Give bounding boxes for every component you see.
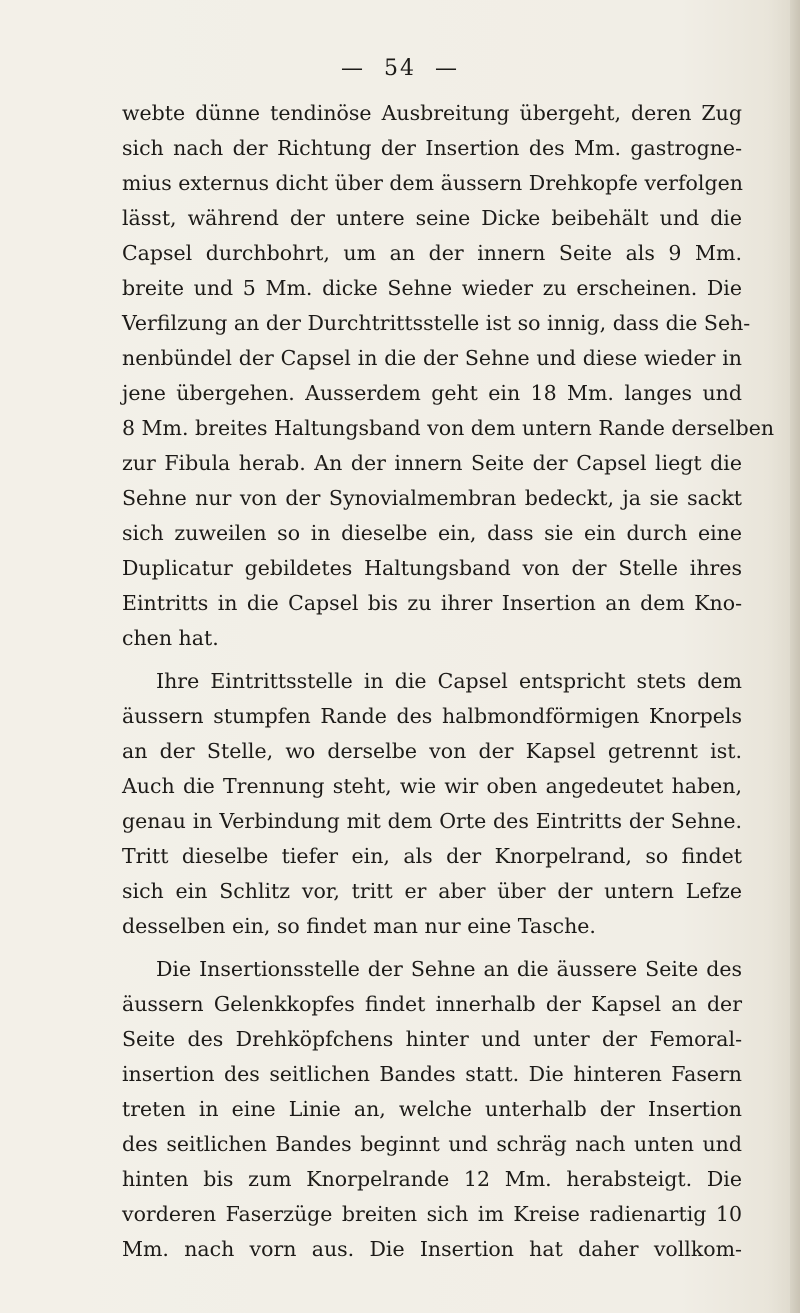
text-line: mius externus dicht über dem äussern Drehkopfe verfolgen <box>122 171 743 195</box>
text-line: an der Stelle, wo derselbe von der Kapsel getrennt ist. <box>122 739 742 763</box>
text-line: sich zuweilen so in dieselbe ein, dass sie ein durch eine <box>122 521 742 545</box>
text-line: genau in Verbindung mit dem Orte des Eintritts der Sehne. <box>122 809 742 833</box>
body-text <box>122 96 775 1267</box>
text-line: Die Insertionsstelle der Sehne an die äussere Seite des <box>156 957 742 981</box>
text-line: Sehne nur von der Synovialmembran bedeckt, ja sie sackt <box>122 486 742 510</box>
paragraph-2 <box>122 664 742 944</box>
text-line: webte dünne tendinöse Ausbreitung übergeht, deren Zug <box>122 101 742 125</box>
text-line: 8 Mm. breites Haltungsband von dem untern Rande derselben <box>122 416 775 440</box>
text-line: sich nach der Richtung der Insertion des Mm. gastrogne- <box>122 136 742 160</box>
text-line: breite und 5 Mm. dicke Sehne wieder zu erscheinen. Die <box>122 276 742 300</box>
text-line: zur Fibula herab. An der innern Seite der Capsel liegt die <box>122 451 742 475</box>
text-line: hinten bis zum Knorpelrande 12 Mm. herabsteigt. Die <box>122 1167 742 1191</box>
paragraph-3 <box>122 952 742 1267</box>
text-line: Capsel durchbohrt, um an der innern Seite als 9 Mm. <box>122 241 742 265</box>
page-edge-shadow <box>790 0 800 1313</box>
text-line: Verfilzung an der Durchtrittsstelle ist so innig, dass die Seh- <box>122 311 751 335</box>
text-line: lässt, während der untere seine Dicke beibehält und die <box>122 206 742 230</box>
text-line: des seitlichen Bandes beginnt und schräg nach unten und <box>122 1132 742 1156</box>
text-line: chen hat. <box>122 626 219 650</box>
page-number: — 54 — <box>341 56 459 81</box>
text-line: Tritt dieselbe tiefer ein, als der Knorpelrand, so findet <box>122 844 742 868</box>
text-line: Ihre Eintrittsstelle in die Capsel entspricht stets dem <box>156 669 742 693</box>
text-line: vorderen Faserzüge breiten sich im Kreise radienartig 10 <box>122 1202 742 1226</box>
text-line: Eintritts in die Capsel bis zu ihrer Insertion an dem Kno- <box>122 591 742 615</box>
text-line: äussern Gelenkkopfes findet innerhalb der Kapsel an der <box>122 992 742 1016</box>
text-line: desselben ein, so findet man nur eine Tasche. <box>122 914 596 938</box>
text-line: Seite des Drehköpfchens hinter und unter der Femoral- <box>122 1027 742 1051</box>
text-line: Auch die Trennung steht, wie wir oben angedeutet haben, <box>122 774 742 798</box>
paragraph-1 <box>122 96 775 656</box>
text-line: nenbündel der Capsel in die der Sehne und diese wieder in <box>122 346 742 370</box>
text-line: jene übergehen. Ausserdem geht ein 18 Mm. langes und <box>122 381 742 405</box>
text-line: Mm. nach vorn aus. Die Insertion hat daher vollkom- <box>122 1237 742 1261</box>
text-line: insertion des seitlichen Bandes statt. Die hinteren Fasern <box>122 1062 742 1086</box>
text-line: sich ein Schlitz vor, tritt er aber über der untern Lefze <box>122 879 742 903</box>
text-line: äussern stumpfen Rande des halbmondförmigen Knorpels <box>122 704 742 728</box>
text-line: Duplicatur gebildetes Haltungsband von der Stelle ihres <box>122 556 742 580</box>
text-line: treten in eine Linie an, welche unterhalb der Insertion <box>122 1097 742 1121</box>
